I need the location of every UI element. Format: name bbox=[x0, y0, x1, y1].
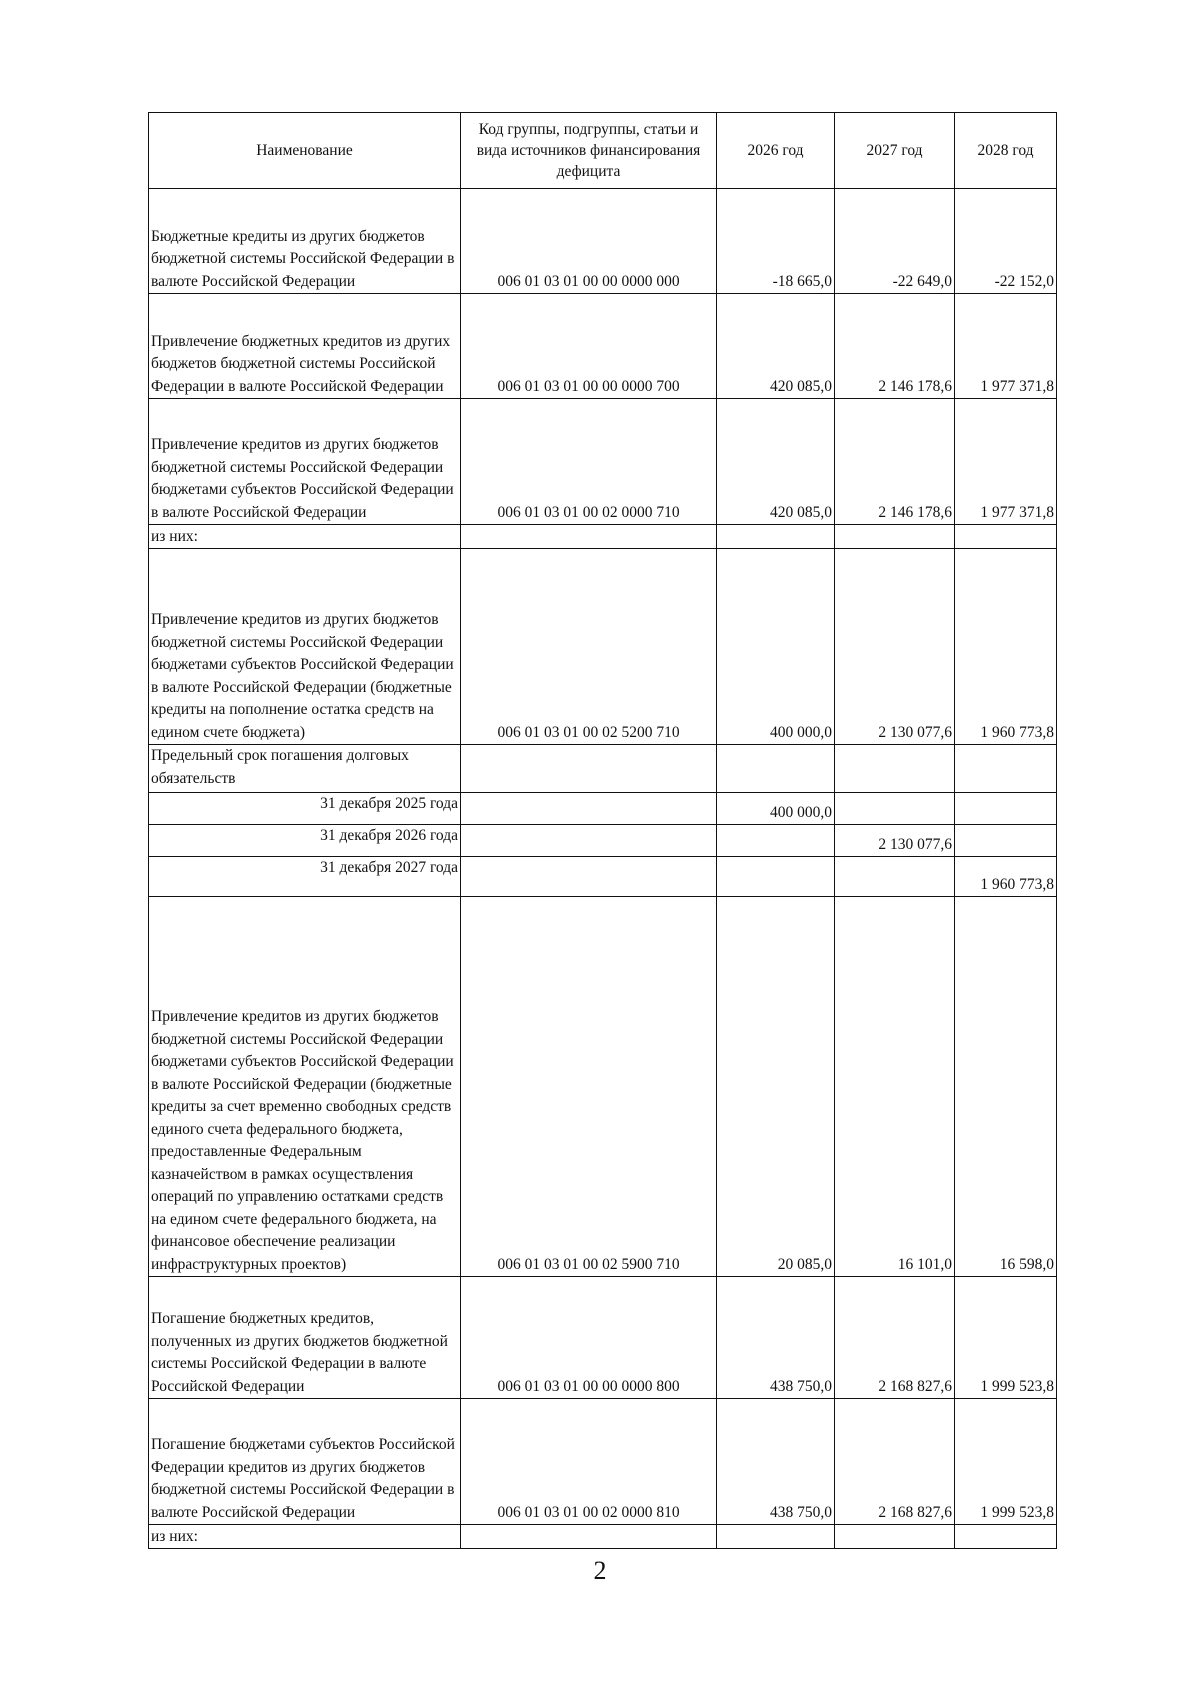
value-2028 bbox=[955, 745, 1057, 793]
table-row bbox=[149, 793, 1057, 825]
table-row bbox=[149, 1525, 1057, 1549]
value-2028 bbox=[955, 525, 1057, 549]
header-2026: 2026 год bbox=[717, 113, 835, 189]
header-2027: 2027 год bbox=[835, 113, 955, 189]
value-2027 bbox=[835, 793, 955, 825]
budget-sources-table bbox=[148, 112, 1057, 1549]
table-row bbox=[149, 294, 1057, 399]
table-row bbox=[149, 1399, 1057, 1525]
row-name: из них: bbox=[149, 525, 461, 549]
value-2028: 1 960 773,8 bbox=[955, 857, 1057, 897]
value-2027: 2 146 178,6 bbox=[835, 294, 955, 399]
table-row bbox=[149, 745, 1057, 793]
row-code: 006 01 03 01 00 02 5900 710 bbox=[461, 897, 717, 1277]
value-2026: 400 000,0 bbox=[717, 549, 835, 745]
value-2027: 2 130 077,6 bbox=[835, 825, 955, 857]
value-2028 bbox=[955, 1525, 1057, 1549]
header-code: Код группы, подгруппы, статьи и вида источников финансирования дефицита bbox=[461, 113, 717, 189]
table-row bbox=[149, 399, 1057, 525]
value-2027 bbox=[835, 857, 955, 897]
row-code bbox=[461, 825, 717, 857]
value-2028: 1 960 773,8 bbox=[955, 549, 1057, 745]
row-name: 31 декабря 2026 года bbox=[149, 825, 461, 857]
row-code bbox=[461, 1525, 717, 1549]
row-name: из них: bbox=[149, 1525, 461, 1549]
value-2027: 2 168 827,6 bbox=[835, 1277, 955, 1399]
header-row bbox=[149, 113, 1057, 189]
value-2028: 1 977 371,8 bbox=[955, 294, 1057, 399]
value-2027 bbox=[835, 1525, 955, 1549]
row-name: Бюджетные кредиты из других бюджетов бюджетной системы Российской Федерации в валюте Российской Федерации bbox=[149, 189, 461, 294]
value-2027: 16 101,0 bbox=[835, 897, 955, 1277]
row-name: Предельный срок погашения долговых обязательств bbox=[149, 745, 461, 793]
row-code: 006 01 03 01 00 00 0000 800 bbox=[461, 1277, 717, 1399]
header-2028: 2028 год bbox=[955, 113, 1057, 189]
row-name: 31 декабря 2025 года bbox=[149, 793, 461, 825]
value-2027: 2 146 178,6 bbox=[835, 399, 955, 525]
value-2028: 1 999 523,8 bbox=[955, 1399, 1057, 1525]
value-2026 bbox=[717, 525, 835, 549]
value-2028: 1 977 371,8 bbox=[955, 399, 1057, 525]
row-name: Привлечение кредитов из других бюджетов бюджетной системы Российской Федерации бюджетами субъектов Российской Федерации в валюте Российской Федерации (бюджетные кредиты за счет временно свободных средств единого счета федерального бюджета, предоставленные Федеральным казначейством в рамках осуществления операций по управлению остатками средств на едином счете федерального бюджета, на финансовое обеспечение реализации инфраструктурных проектов) bbox=[149, 897, 461, 1277]
value-2026 bbox=[717, 825, 835, 857]
value-2026: 420 085,0 bbox=[717, 294, 835, 399]
table-row bbox=[149, 525, 1057, 549]
row-code: 006 01 03 01 00 00 0000 000 bbox=[461, 189, 717, 294]
value-2027 bbox=[835, 525, 955, 549]
table-row bbox=[149, 825, 1057, 857]
row-code bbox=[461, 745, 717, 793]
value-2027: 2 168 827,6 bbox=[835, 1399, 955, 1525]
value-2026 bbox=[717, 1525, 835, 1549]
row-code bbox=[461, 793, 717, 825]
row-name: Привлечение кредитов из других бюджетов бюджетной системы Российской Федерации бюджетами субъектов Российской Федерации в валюте Российской Федерации (бюджетные кредиты на пополнение остатка средств на едином счете бюджета) bbox=[149, 549, 461, 745]
page-number: 2 bbox=[593, 1556, 607, 1585]
row-name: Привлечение кредитов из других бюджетов бюджетной системы Российской Федерации бюджетами субъектов Российской Федерации в валюте Российской Федерации bbox=[149, 399, 461, 525]
value-2028: 16 598,0 bbox=[955, 897, 1057, 1277]
row-code: 006 01 03 01 00 02 5200 710 bbox=[461, 549, 717, 745]
value-2026 bbox=[717, 857, 835, 897]
table-row bbox=[149, 897, 1057, 1277]
row-name: Привлечение бюджетных кредитов из других бюджетов бюджетной системы Российской Федерации в валюте Российской Федерации bbox=[149, 294, 461, 399]
value-2028 bbox=[955, 793, 1057, 825]
row-code bbox=[461, 525, 717, 549]
row-name: Погашение бюджетных кредитов, полученных из других бюджетов бюджетной системы Российской Федерации в валюте Российской Федерации bbox=[149, 1277, 461, 1399]
value-2028 bbox=[955, 825, 1057, 857]
row-name: Погашение бюджетами субъектов Российской Федерации кредитов из других бюджетов бюджетной системы Российской Федерации в валюте Российской Федерации bbox=[149, 1399, 461, 1525]
table-row bbox=[149, 1277, 1057, 1399]
table-row bbox=[149, 549, 1057, 745]
value-2026: 20 085,0 bbox=[717, 897, 835, 1277]
header-name: Наименование bbox=[149, 113, 461, 189]
value-2027: 2 130 077,6 bbox=[835, 549, 955, 745]
value-2026: 420 085,0 bbox=[717, 399, 835, 525]
value-2028: -22 152,0 bbox=[955, 189, 1057, 294]
value-2027 bbox=[835, 745, 955, 793]
value-2026: 400 000,0 bbox=[717, 793, 835, 825]
row-name: 31 декабря 2027 года bbox=[149, 857, 461, 897]
row-code bbox=[461, 857, 717, 897]
row-code: 006 01 03 01 00 00 0000 700 bbox=[461, 294, 717, 399]
value-2027: -22 649,0 bbox=[835, 189, 955, 294]
value-2028: 1 999 523,8 bbox=[955, 1277, 1057, 1399]
value-2026 bbox=[717, 745, 835, 793]
value-2026: 438 750,0 bbox=[717, 1399, 835, 1525]
value-2026: 438 750,0 bbox=[717, 1277, 835, 1399]
table-row bbox=[149, 189, 1057, 294]
table-row bbox=[149, 857, 1057, 897]
value-2026: -18 665,0 bbox=[717, 189, 835, 294]
row-code: 006 01 03 01 00 02 0000 810 bbox=[461, 1399, 717, 1525]
row-code: 006 01 03 01 00 02 0000 710 bbox=[461, 399, 717, 525]
